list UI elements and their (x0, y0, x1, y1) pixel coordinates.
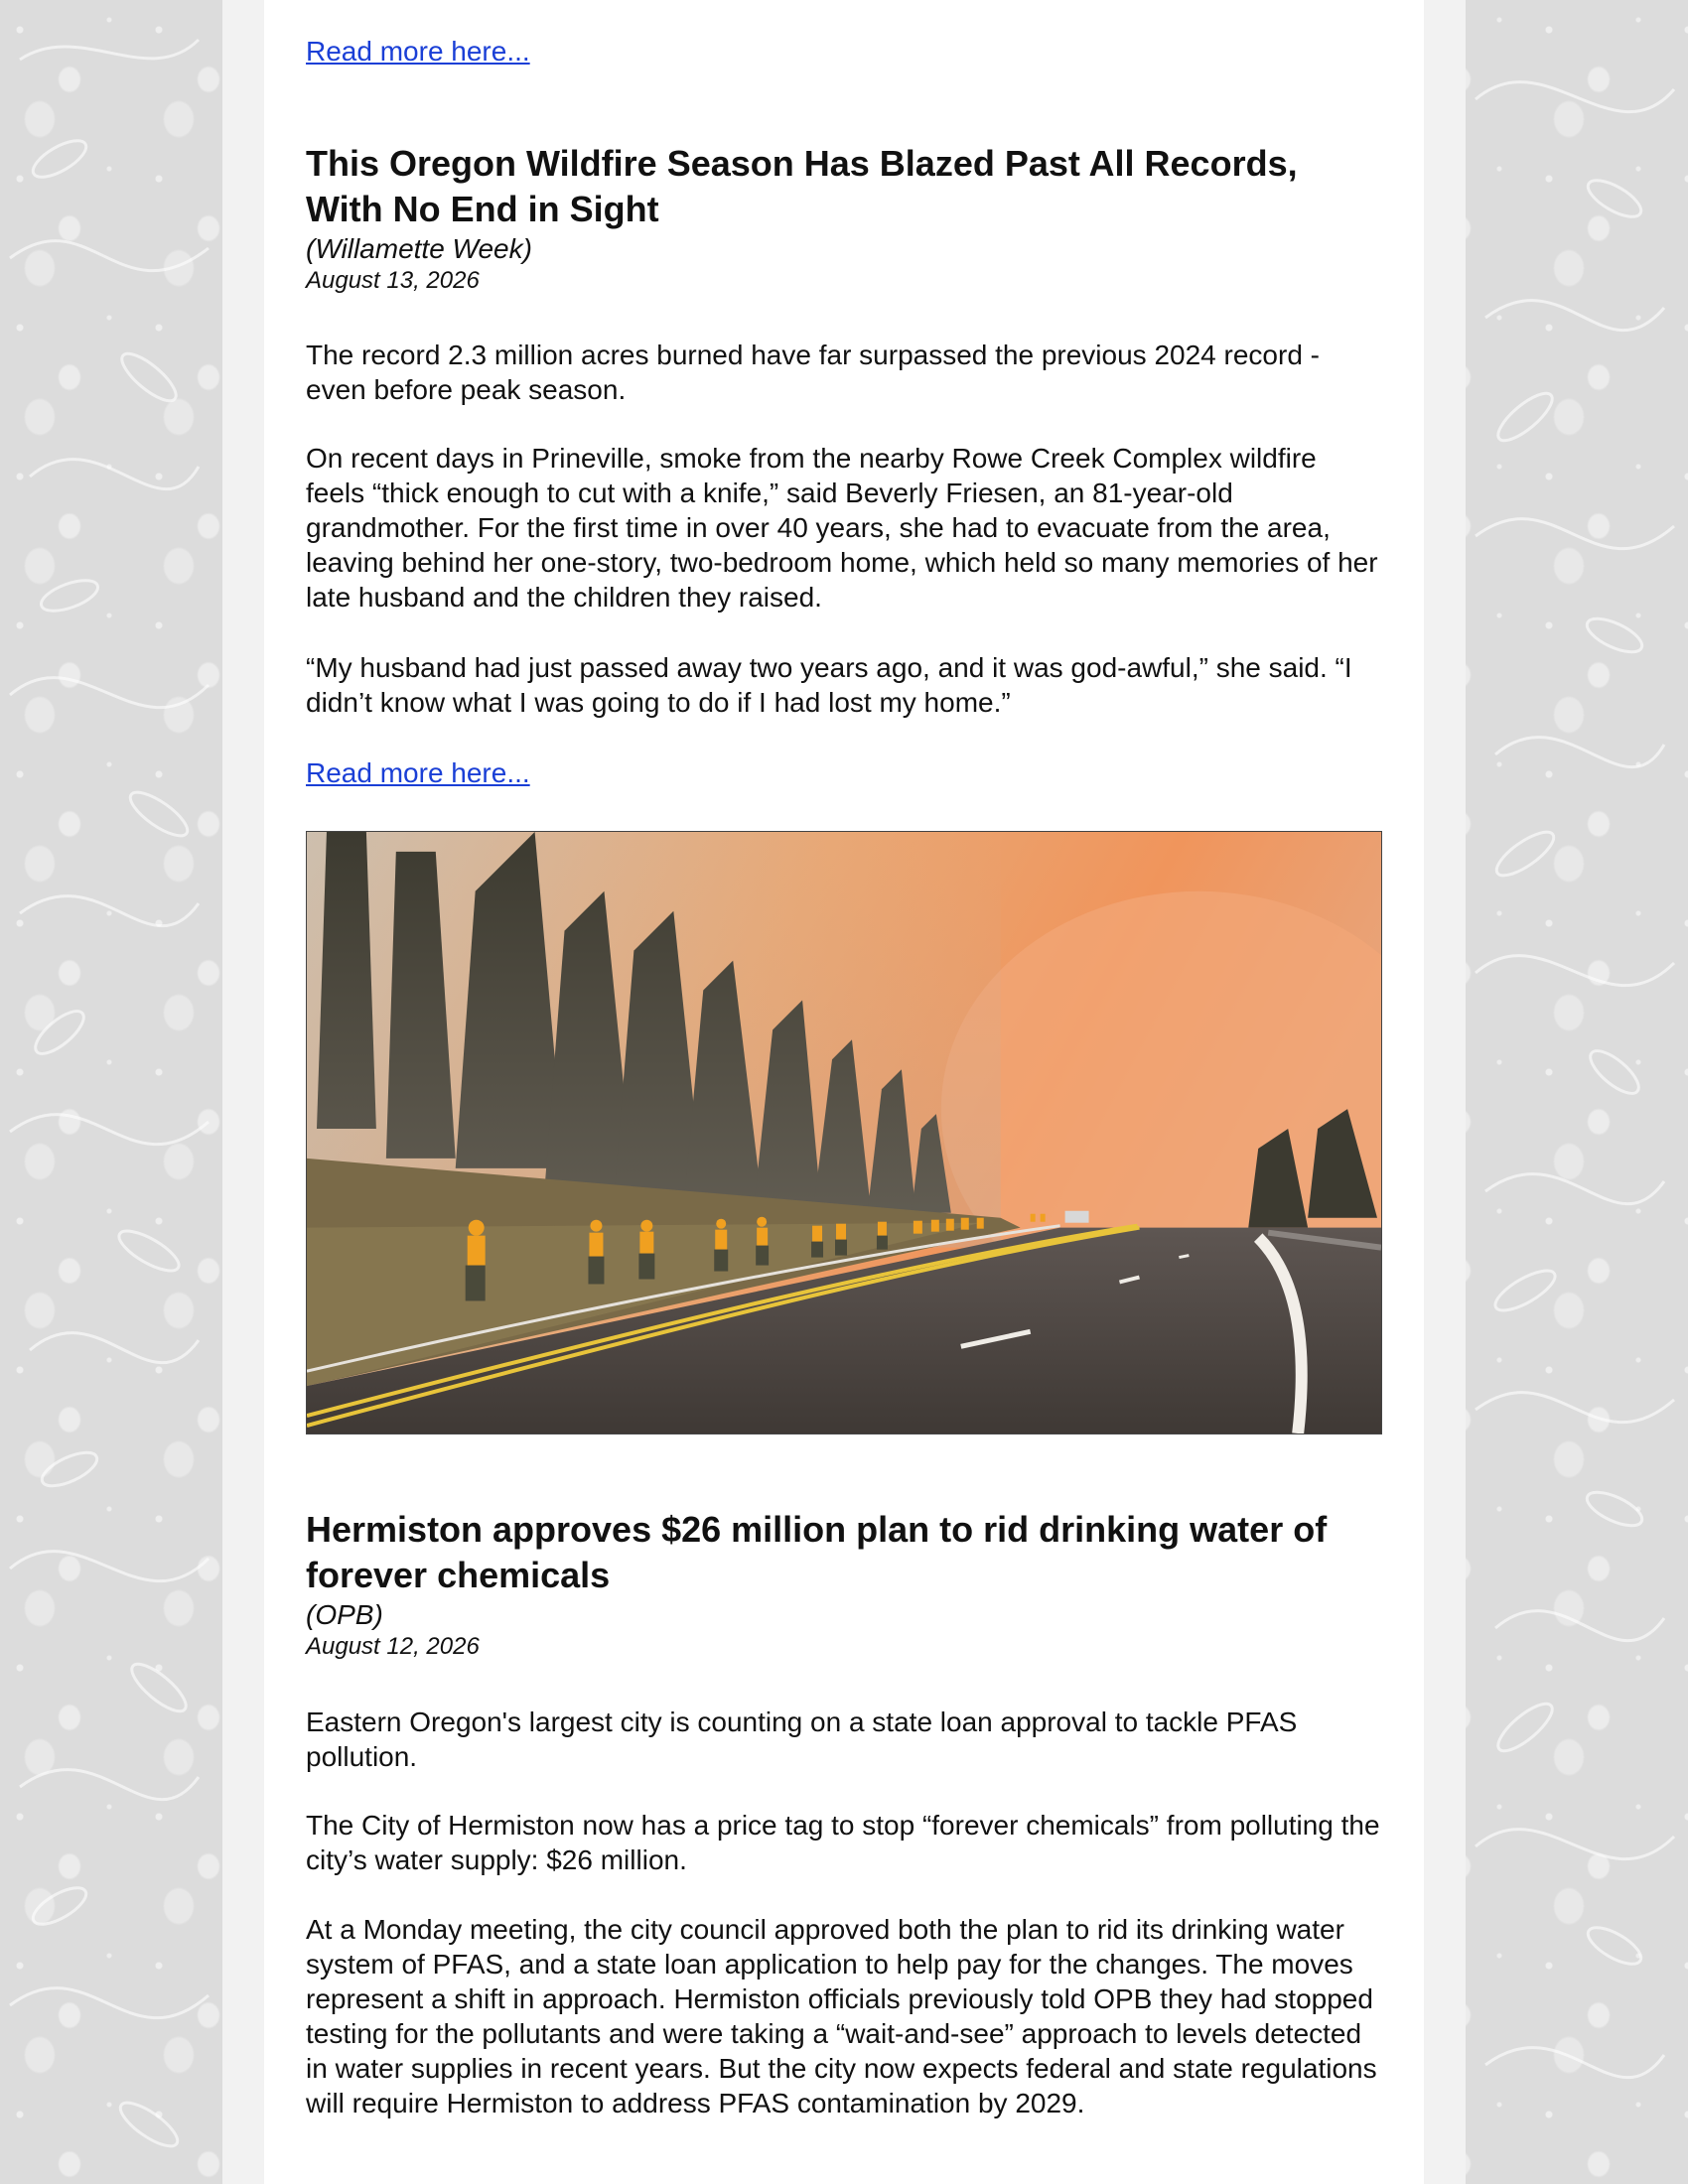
left-floral-pattern (0, 0, 222, 2184)
article-date: August 13, 2026 (306, 267, 480, 294)
article-headline (306, 1507, 1382, 1598)
headline-line-1: Hermiston approves $26 million plan to rid drinking water of (306, 1509, 1328, 1550)
article-source: (Willamette Week) (306, 233, 532, 264)
article-hermiston (306, 1507, 1382, 1662)
article-paragraph: The record 2.3 million acres burned have far surpassed the previous 2024 record - even before peak season. (306, 340, 1320, 405)
article-headline (306, 141, 1382, 232)
article-paragraph: The City of Hermiston now has a price tag to stop “forever chemicals” from polluting the city’s water supply: $26 million. (306, 1810, 1380, 1875)
right-floral-pattern (1466, 0, 1688, 2184)
read-more-link-wildfire[interactable]: Read more here... (306, 757, 530, 788)
newsletter-frame (222, 0, 1466, 2184)
read-more-link-previous[interactable]: Read more here... (306, 36, 530, 67)
article-paragraph: On recent days in Prineville, smoke from the nearby Rowe Creek Complex wildfire feels “thick enough to cut with a knife,” said Beverly Friesen, an 81-year-old grandmother. For the first time in over 40 years, she had to evacuate from the area, leaving behind her one-story, two-bedroom home, which held so many memories of her late husband and the children they raised. (306, 443, 1378, 613)
newsletter-card (264, 0, 1424, 2184)
article-paragraph: At a Monday meeting, the city council approved both the plan to rid its drinking water system of PFAS, and a state loan application to help pay for the changes. The moves represent a shift in approach. Hermiston officials previously told OPB they had stopped testing for the pollutants and were taking a “wait-and-see” approach to levels detected in water supplies in recent years. But the city now expects federal and state regulations will require Hermiston to address PFAS contamination by 2029. (306, 1914, 1377, 2118)
article-date: August 12, 2026 (306, 1633, 480, 1660)
headline-line-1: This Oregon Wildfire Season Has Blazed Past All Records, (306, 143, 1298, 184)
article-paragraph: “My husband had just passed away two years ago, and it was god-awful,” she said. “I didn’t know what I was going to do if I had lost my home.” (306, 652, 1352, 718)
article-source: (OPB) (306, 1599, 383, 1630)
headline-line-2: forever chemicals (306, 1555, 611, 1595)
headline-line-2: With No End in Sight (306, 189, 659, 229)
article-wildfire (306, 141, 1382, 296)
article-paragraph: Eastern Oregon's largest city is counting on a state loan approval to tackle PFAS pollution. (306, 1706, 1298, 1772)
wildfire-photo (306, 831, 1382, 1434)
